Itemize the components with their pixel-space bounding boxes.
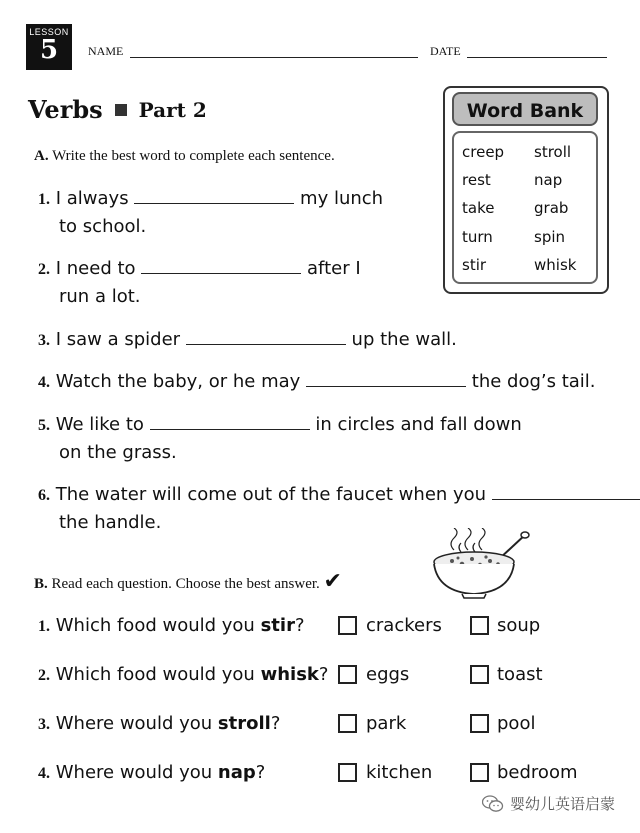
sentence-text: Watch the baby, or he may	[55, 371, 301, 392]
answer-blank[interactable]	[306, 372, 466, 387]
sentence-text: We like to	[55, 414, 144, 435]
sentence-1	[38, 188, 383, 209]
answer-blank[interactable]	[492, 485, 640, 500]
answer-blank[interactable]	[150, 415, 310, 430]
title-main: Verbs	[28, 95, 103, 124]
question-text: Where would you	[55, 713, 213, 734]
item-number: 3.	[38, 332, 50, 349]
question-2	[38, 664, 328, 685]
sentence-5	[38, 414, 522, 435]
answer-blank[interactable]	[134, 189, 294, 204]
page-title	[28, 95, 207, 124]
question-3	[38, 713, 280, 734]
word-bank-word: creep	[462, 143, 505, 161]
item-number: 4.	[38, 374, 50, 391]
sentence-continuation: the handle.	[59, 512, 162, 533]
question-4	[38, 762, 265, 783]
sentence-text: after I	[307, 258, 361, 279]
word-bank-word: nap	[534, 171, 563, 189]
question-verb: nap	[217, 762, 256, 783]
answer-blank[interactable]	[141, 259, 301, 274]
sentence-text: I need to	[55, 258, 136, 279]
sentence-2	[38, 258, 361, 279]
date-field[interactable]	[467, 57, 607, 58]
title-part: Part 2	[138, 97, 207, 122]
section-b-text: Read each question. Choose the best answer.	[51, 576, 320, 592]
checkbox-option[interactable]	[338, 665, 357, 684]
sentence-continuation: run a lot.	[59, 286, 141, 307]
lesson-label: LESSON	[29, 27, 69, 37]
item-number: 3.	[38, 716, 50, 733]
title-separator	[115, 104, 127, 116]
sentence-6	[38, 484, 640, 505]
option-label: bedroom	[497, 762, 578, 783]
section-a-letter: A.	[34, 148, 49, 164]
date-label: DATE	[430, 44, 461, 58]
sentence-text: up the wall.	[351, 329, 457, 350]
soup-bowl-icon	[428, 528, 532, 600]
option-label: park	[366, 713, 407, 734]
sentence-4	[38, 371, 596, 392]
checkbox-option[interactable]	[338, 616, 357, 635]
sentence-text: I saw a spider	[55, 329, 181, 350]
item-number: 4.	[38, 765, 50, 782]
sentence-text: The water will come out of the faucet when you	[55, 484, 487, 505]
section-b-instruction	[34, 569, 342, 594]
word-bank-word: spin	[534, 228, 566, 246]
wechat-icon	[482, 795, 504, 813]
name-label: NAME	[88, 44, 124, 58]
option-label: toast	[497, 664, 543, 685]
checkbox-option[interactable]	[470, 714, 489, 733]
question-text: Where would you	[55, 762, 213, 783]
question-mark: ?	[270, 713, 281, 734]
question-verb: stroll	[217, 713, 271, 734]
item-number: 1.	[38, 191, 50, 208]
section-a-instruction	[34, 148, 335, 165]
watermark-text: 婴幼儿英语启蒙	[510, 796, 616, 813]
sentence-text: my lunch	[300, 188, 384, 209]
item-number: 5.	[38, 417, 50, 434]
question-mark: ?	[255, 762, 266, 783]
sentence-text: the dog’s tail.	[471, 371, 596, 392]
item-number: 2.	[38, 261, 50, 278]
word-bank-title: Word Bank	[452, 92, 598, 126]
checkbox-option[interactable]	[470, 616, 489, 635]
lesson-badge	[26, 24, 72, 70]
checkbox-option[interactable]	[470, 665, 489, 684]
word-bank-word: grab	[534, 199, 569, 217]
option-label: pool	[497, 713, 536, 734]
question-mark: ?	[318, 664, 329, 685]
checkbox-option[interactable]	[470, 763, 489, 782]
question-mark: ?	[294, 615, 305, 636]
checkmark-icon: ✔	[323, 569, 342, 594]
question-verb: whisk	[260, 664, 319, 685]
sentence-continuation: to school.	[59, 216, 147, 237]
item-number: 6.	[38, 487, 50, 504]
checkbox-option[interactable]	[338, 714, 357, 733]
item-number: 2.	[38, 667, 50, 684]
word-bank-word: take	[462, 199, 495, 217]
sentence-3	[38, 329, 457, 350]
question-text: Which food would you	[55, 615, 255, 636]
question-1	[38, 615, 305, 636]
question-verb: stir	[260, 615, 295, 636]
watermark	[482, 793, 615, 814]
option-label: kitchen	[366, 762, 433, 783]
option-label: crackers	[366, 615, 442, 636]
option-label: soup	[497, 615, 541, 636]
sentence-text: I always	[55, 188, 129, 209]
word-bank-word: stroll	[534, 143, 572, 161]
sentence-continuation: on the grass.	[59, 442, 177, 463]
word-bank-word: rest	[462, 171, 491, 189]
lesson-number: 5	[39, 35, 59, 65]
answer-blank[interactable]	[186, 330, 346, 345]
word-bank-word: stir	[462, 256, 487, 274]
sentence-text: in circles and fall down	[315, 414, 522, 435]
name-field[interactable]	[130, 57, 418, 58]
word-bank-word: whisk	[534, 256, 577, 274]
section-b-letter: B.	[34, 576, 48, 592]
question-text: Which food would you	[55, 664, 255, 685]
item-number: 1.	[38, 618, 50, 635]
section-a-text: Write the best word to complete each sentence.	[52, 148, 335, 164]
checkbox-option[interactable]	[338, 763, 357, 782]
option-label: eggs	[366, 664, 410, 685]
word-bank-word: turn	[462, 228, 493, 246]
